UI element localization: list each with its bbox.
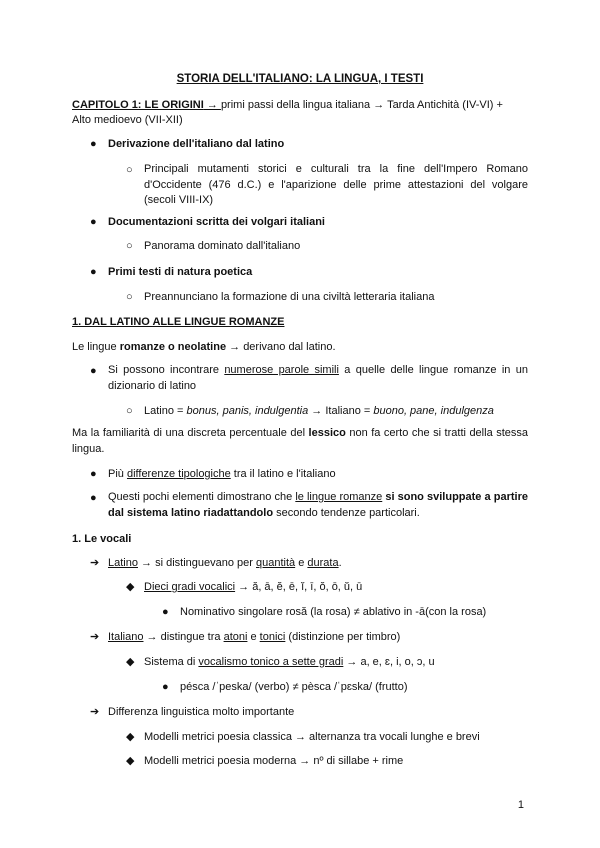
- arrow-bullet: ➔: [90, 631, 100, 643]
- bullet-text: Italiano → distingue tra atoni e tonici (distinzione per timbro): [108, 631, 401, 643]
- bullet-circle: ○: [126, 164, 133, 176]
- bullet-dot: ●: [90, 216, 97, 228]
- section-heading: Derivazione dell'italiano dal latino: [108, 138, 285, 150]
- section-sub: Preannunciano la formazione di una civiltà letteraria italiana: [144, 291, 435, 303]
- vowels-heading: 1. Le vocali: [72, 533, 132, 545]
- bullet-text: Più differenze tipologiche tra il latino e l'italiano: [108, 468, 336, 480]
- bullet-text: Modelli metrici poesia classica → alternanza tra vocali lunghe e brevi: [144, 731, 480, 743]
- bullet-dot: ●: [162, 606, 169, 618]
- bullet-circle: ○: [126, 405, 133, 417]
- section-sub: Panorama dominato dall'italiano: [144, 240, 301, 252]
- bullet-dot: ●: [90, 468, 97, 480]
- part-heading: 1. DAL LATINO ALLE LINGUE ROMANZE: [72, 316, 285, 328]
- bullet-text: pésca /ˈpeska/ (verbo) ≠ pèsca /ˈpɛska/ (frutto): [180, 681, 408, 693]
- document-title: STORIA DELL'ITALIANO: LA LINGUA, I TESTI: [176, 73, 424, 85]
- diamond-bullet: ◆: [126, 755, 135, 767]
- paragraph: Ma la familiarità di una discreta percentuale del lessico non fa certo che si tratti della stessa lingua.: [72, 427, 528, 455]
- chapter-period: Alto medioevo (VII-XII): [72, 114, 183, 126]
- arrow-bullet: ➔: [90, 557, 100, 569]
- bullet-text: Dieci gradi vocalici → ă, ā, ĕ, ē, ĭ, ī, ŏ, ō, ŭ, ū: [144, 581, 363, 593]
- chapter-line: CAPITOLO 1: LE ORIGINI → primi passi della lingua italiana → Tarda Antichità (IV-VI) +: [72, 99, 503, 111]
- bullet-text: Questi pochi elementi dimostrano che le lingue romanze si sono sviluppate a partire dal sistema latino riadattandolo secondo tendenze particolari.: [108, 491, 528, 519]
- bullet-dot: ●: [162, 681, 169, 693]
- chapter-intro: primi passi della lingua italiana: [220, 99, 371, 111]
- chapter-heading: CAPITOLO 1: LE ORIGINI: [72, 99, 204, 111]
- arrow-bullet: ➔: [90, 706, 100, 718]
- bullet-text: Modelli metrici poesia moderna → nº di sillabe + rime: [144, 755, 404, 767]
- section-heading: Primi testi di natura poetica: [108, 266, 253, 278]
- bullet-text: Sistema di vocalismo tonico a sette gradi → a, e, ɛ, i, o, ɔ, u: [144, 656, 435, 668]
- bullet-text: Nominativo singolare rosă (la rosa) ≠ ablativo in -ā(con la rosa): [180, 606, 487, 618]
- bullet-circle: ○: [126, 240, 133, 252]
- section-sub: Principali mutamenti storici e culturali tra la fine dell'Impero Romano d'Occidente (476 d.C.) e l'aparizione delle prime attestazioni del volgare (secoli VIII-IX): [144, 163, 528, 206]
- bullet-text: Latino → si distinguevano per quantità e durata.: [108, 557, 342, 569]
- diamond-bullet: ◆: [126, 731, 135, 743]
- bullet-dot: ●: [90, 138, 97, 150]
- bullet-text: Differenza linguistica molto importante: [108, 706, 295, 718]
- example-line: Latino = bonus, panis, indulgentia → Italiano = buono, pane, indulgenza: [144, 405, 494, 417]
- bullet-dot: ●: [90, 492, 97, 504]
- part-intro: Le lingue romanze o neolatine → derivano dal latino.: [72, 341, 336, 353]
- bullet-circle: ○: [126, 291, 133, 303]
- section-heading: Documentazioni scritta dei volgari italiani: [108, 216, 325, 228]
- diamond-bullet: ◆: [126, 656, 135, 668]
- page-number: 1: [517, 799, 524, 811]
- bullet-dot: ●: [90, 266, 97, 278]
- bullet-dot: ●: [90, 365, 97, 377]
- diamond-bullet: ◆: [126, 581, 135, 593]
- bullet-text: Si possono incontrare numerose parole simili a quelle delle lingue romanze in un dizionario di latino: [108, 364, 529, 392]
